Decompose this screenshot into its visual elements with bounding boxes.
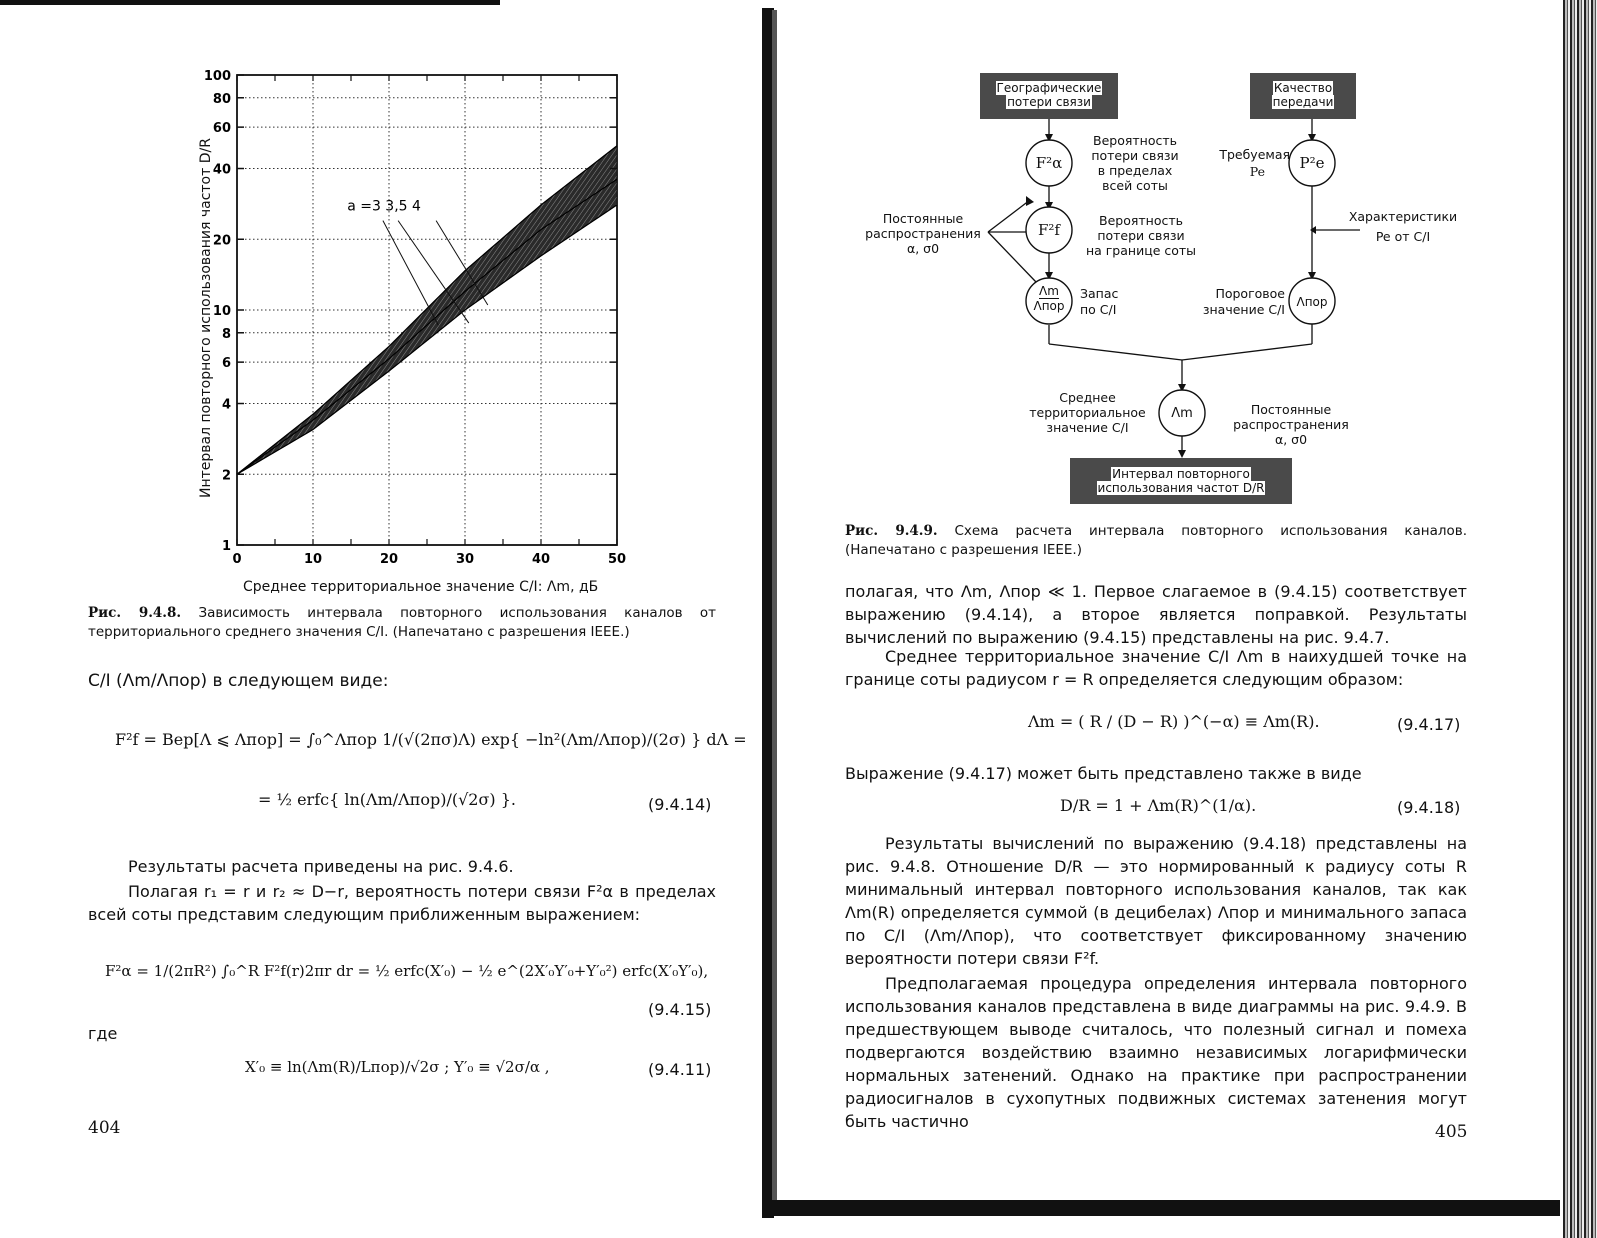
label-mean: Среднее территориальное значение C/I bbox=[1029, 390, 1146, 435]
equation-9411-number: (9.4.11) bbox=[648, 1060, 712, 1079]
y-tick-label: 40 bbox=[212, 162, 231, 178]
x-tick-label: 40 bbox=[531, 552, 551, 567]
figure-caption-949 bbox=[845, 522, 1467, 560]
left-page bbox=[0, 0, 760, 1238]
chart-xlabel: Среднее территориальное значение C/I: Λm, дБ bbox=[243, 579, 599, 595]
right-page bbox=[760, 0, 1597, 1238]
equation-9418-number: (9.4.18) bbox=[1397, 798, 1461, 817]
label-margin: Запас по C/I bbox=[1080, 286, 1119, 317]
equation-9414-line2: = ½ erfc{ ln(Λm/Λпор)/(√2σ) }. bbox=[258, 790, 516, 809]
caption-text: Схема расчета интервала повторного использования каналов. (Напечатано с разрешения IEEE.) bbox=[845, 523, 1467, 558]
reuse-distance-chart bbox=[185, 60, 645, 600]
annotation-pointer bbox=[383, 221, 438, 326]
node-fa: F²α bbox=[1035, 154, 1063, 172]
where-word: где bbox=[88, 1024, 118, 1043]
intro-line: C/I (Λm/Λпор) в следующем виде: bbox=[88, 671, 389, 691]
box-transmission-quality: Качество передачи bbox=[1250, 73, 1356, 119]
y-tick-label: 20 bbox=[212, 233, 231, 249]
equation-9418: D/R = 1 + Λm(R)^(1/α). bbox=[1060, 796, 1257, 815]
label-ff: Вероятность потери связи на границе соты bbox=[1085, 213, 1197, 258]
caption-text: Зависимость интервала повторного использования каналов от территориального среднего значения C/I. (Напечатано с разрешения IEEE.) bbox=[88, 605, 716, 640]
equation-9415: F²α = 1/(2πR²) ∫₀^R F²f(r)2πr dr = ½ erfc(X′₀) − ½ e^(2X′₀Y′₀+Y′₀²) erfc(X′₀Y′₀), bbox=[105, 962, 709, 980]
node-lpor: Λпор bbox=[1296, 295, 1328, 309]
y-tick-label: 1 bbox=[221, 539, 231, 554]
caption-label: Рис. 9.4.8. bbox=[88, 605, 182, 621]
equation-9411: X′₀ ≡ ln(Λm(R)/Lпор)/√2σ ; Y′₀ ≡ √2σ/α , bbox=[245, 1058, 550, 1076]
x-tick-label: 10 bbox=[303, 552, 323, 567]
node-pe: P²e bbox=[1299, 154, 1325, 172]
equation-9414-line1: F²f = Вер[Λ ⩽ Λпор] = ∫₀^Λпор 1/(√(2πσ)Λ) exp{ −ln²(Λm/Λпор)/(2σ) } dΛ = bbox=[115, 730, 747, 749]
y-tick-label: 10 bbox=[212, 304, 231, 319]
chart-ticks bbox=[204, 69, 626, 567]
label-constants-right: Постоянные распространения α, σ0 bbox=[1233, 402, 1349, 447]
y-tick-label: 60 bbox=[212, 121, 231, 137]
caption-label: Рис. 9.4.9. bbox=[845, 523, 938, 539]
paragraph-2: Среднее территориальное значение C/I Λm в наихудшей точке на границе соты радиусом r = R определяется следующим образом: bbox=[845, 647, 1467, 689]
y-tick-label: 100 bbox=[203, 69, 231, 84]
y-tick-label: 2 bbox=[221, 468, 231, 484]
node-ff: F²f bbox=[1038, 221, 1060, 239]
paragraph-assume: Полагая r₁ = r и r₂ ≈ D−r, вероятность потери связи F²α в пределах всей соты представим следующим приближенным выражением: bbox=[88, 882, 716, 924]
y-tick-label: 6 bbox=[221, 356, 231, 372]
chart-ylabel: Интервал повторного использования частот D/R bbox=[198, 138, 214, 498]
label-threshold: Пороговое значение C/I bbox=[1202, 286, 1285, 317]
label-fa: Вероятность потери связи в пределах всей соты bbox=[1091, 133, 1179, 193]
label-pe: Требуемая Pe bbox=[1219, 147, 1290, 179]
paragraph-1: полагая, что Λm, Λпор ≪ 1. Первое слагаемое в (9.4.15) соответствует выражению (9.4.14), а второе является поправкой. Результаты вычислений по выражению (9.4.15) представлены на рис. 9.4.7. bbox=[845, 582, 1467, 647]
figure-caption-948 bbox=[88, 604, 716, 642]
paragraph-4: Результаты вычислений по выражению (9.4.18) представлены на рис. 9.4.8. Отношение D/R — это нормированный к радиусу соты R минимальный интервал повторного использования каналов, так как Λm(R) определяется суммой (в децибелах) Λпор и минимального запаса по C/I (Λm/Λпор), что соответствует фиксированному значению вероятности потери связи F²f. bbox=[845, 834, 1467, 968]
x-tick-label: 20 bbox=[379, 552, 399, 567]
label-constants-left: Постоянные распространения α, σ0 bbox=[865, 211, 981, 256]
node-lm: Λm bbox=[1171, 406, 1193, 421]
paragraph-3: Выражение (9.4.17) может быть представлено также в виде bbox=[845, 764, 1362, 783]
equation-9414-number: (9.4.14) bbox=[648, 795, 712, 814]
paragraph-results: Результаты расчета приведены на рис. 9.4.6. bbox=[128, 857, 514, 876]
paragraph-5: Предполагаемая процедура определения интервала повторного использования каналов представлена в виде диаграммы на рис. 9.4.9. В предшествующем выводе считалось, что полезный сигнал и помеха подвергаются воздействию взаимно независимых логарифмически нормальных затенений. Однако на практике при распространении радиосигналов в сухопутных подвижных системах затенения могут быть частично bbox=[845, 974, 1467, 1131]
box-reuse-interval: Интервал повторного использования частот D/R bbox=[1070, 458, 1292, 504]
page-number-left: 404 bbox=[88, 1118, 121, 1138]
x-tick-label: 50 bbox=[607, 552, 627, 567]
node-ratio: Λm Λпор bbox=[1033, 284, 1065, 313]
label-characteristics: Характеристики Pe от C/I bbox=[1348, 209, 1458, 244]
x-tick-label: 30 bbox=[455, 552, 475, 567]
equation-9417: Λm = ( R / (D − R) )^(−α) ≡ Λm(R). bbox=[1028, 712, 1320, 731]
y-tick-label: 4 bbox=[221, 397, 231, 413]
series-annotation: a =3 3,5 4 bbox=[347, 198, 421, 215]
equation-9417-number: (9.4.17) bbox=[1397, 715, 1461, 734]
y-tick-label: 8 bbox=[221, 326, 231, 342]
equation-9415-number: (9.4.15) bbox=[648, 1000, 712, 1019]
x-tick-label: 0 bbox=[232, 552, 242, 567]
y-tick-label: 80 bbox=[212, 91, 231, 107]
box-geographic-losses: Географические потери связи bbox=[980, 73, 1118, 119]
page-number-right: 405 bbox=[1435, 1122, 1468, 1142]
